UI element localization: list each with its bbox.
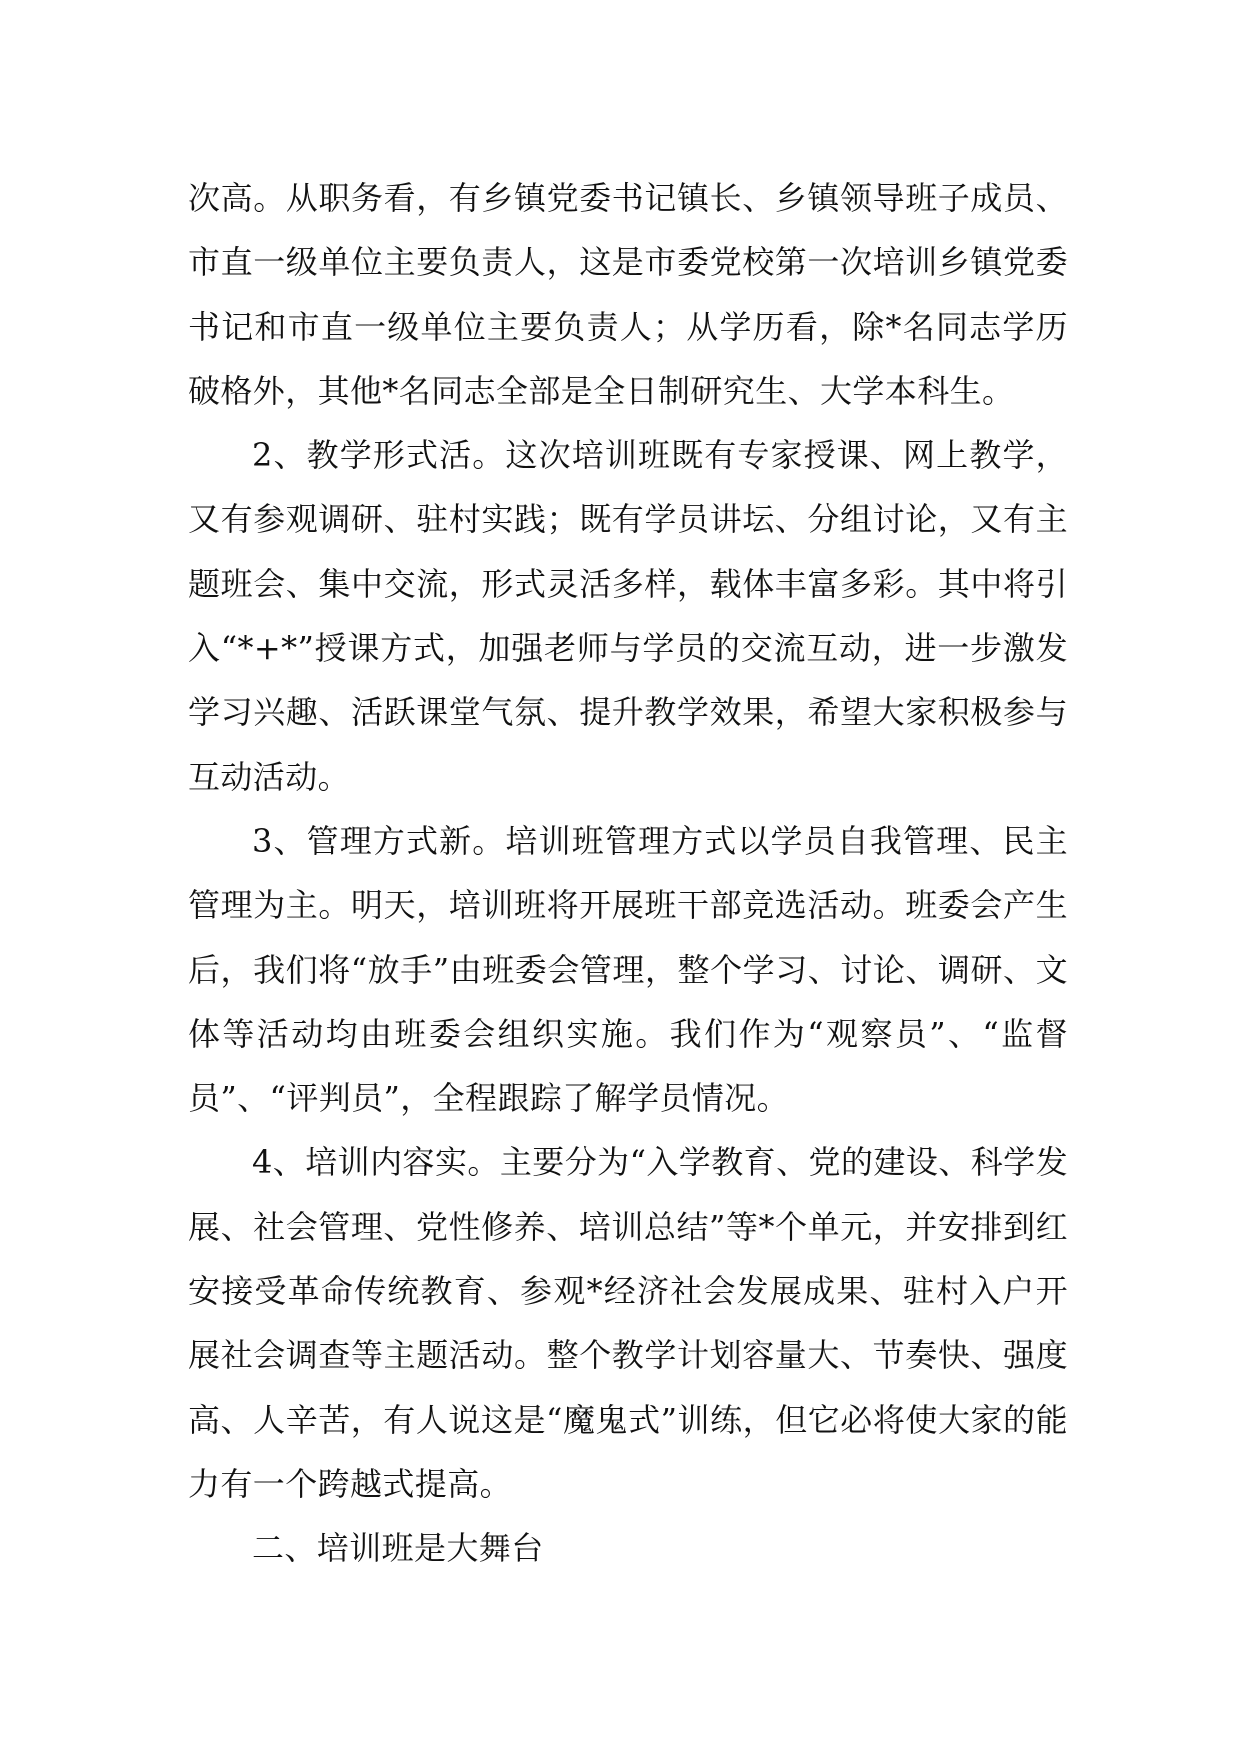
- paragraph-teaching-form: 2、教学形式活。这次培训班既有专家授课、网上教学，又有参观调研、驻村实践；既有学员讲坛、分组讨论，又有主题班会、集中交流，形式灵活多样，载体丰富多彩。其中将引入“*+*”授课方式，加强老师与学员的交流互动，进一步激发学习兴趣、活跃课堂气氛、提升教学效果，希望大家积极参与互动活动。: [188, 436, 1068, 796]
- section-heading: 二、培训班是大舞台: [252, 1529, 544, 1568]
- paragraph-training-content: 4、培训内容实。主要分为“入学教育、党的建设、科学发展、社会管理、党性修养、培训总结”等*个单元，并安排到红安接受革命传统教育、参观*经济社会发展成果、驻村入户开展社会调查等主题活动。整个教学计划容量大、节奏快、强度高、人辛苦，有人说这是“魔鬼式”训练，但它必将使大家的能力有一个跨越式提高。: [188, 1143, 1068, 1503]
- paragraph-continuation: 次高。从职务看，有乡镇党委书记镇长、乡镇领导班子成员、市直一级单位主要负责人，这是市委党校第一次培训乡镇党委书记和市直一级单位主要负责人；从学历看，除*名同志学历破格外，其他*名同志全部是全日制研究生、大学本科生。: [188, 179, 1068, 410]
- paragraph-management-method: 3、管理方式新。培训班管理方式以学员自我管理、民主管理为主。明天，培训班将开展班干部竞选活动。班委会产生后，我们将“放手”由班委会管理，整个学习、讨论、调研、文体等活动均由班委会组织实施。我们作为“观察员”、“监督员”、“评判员”，全程跟踪了解学员情况。: [188, 821, 1068, 1118]
- document-body: [188, 166, 1068, 1581]
